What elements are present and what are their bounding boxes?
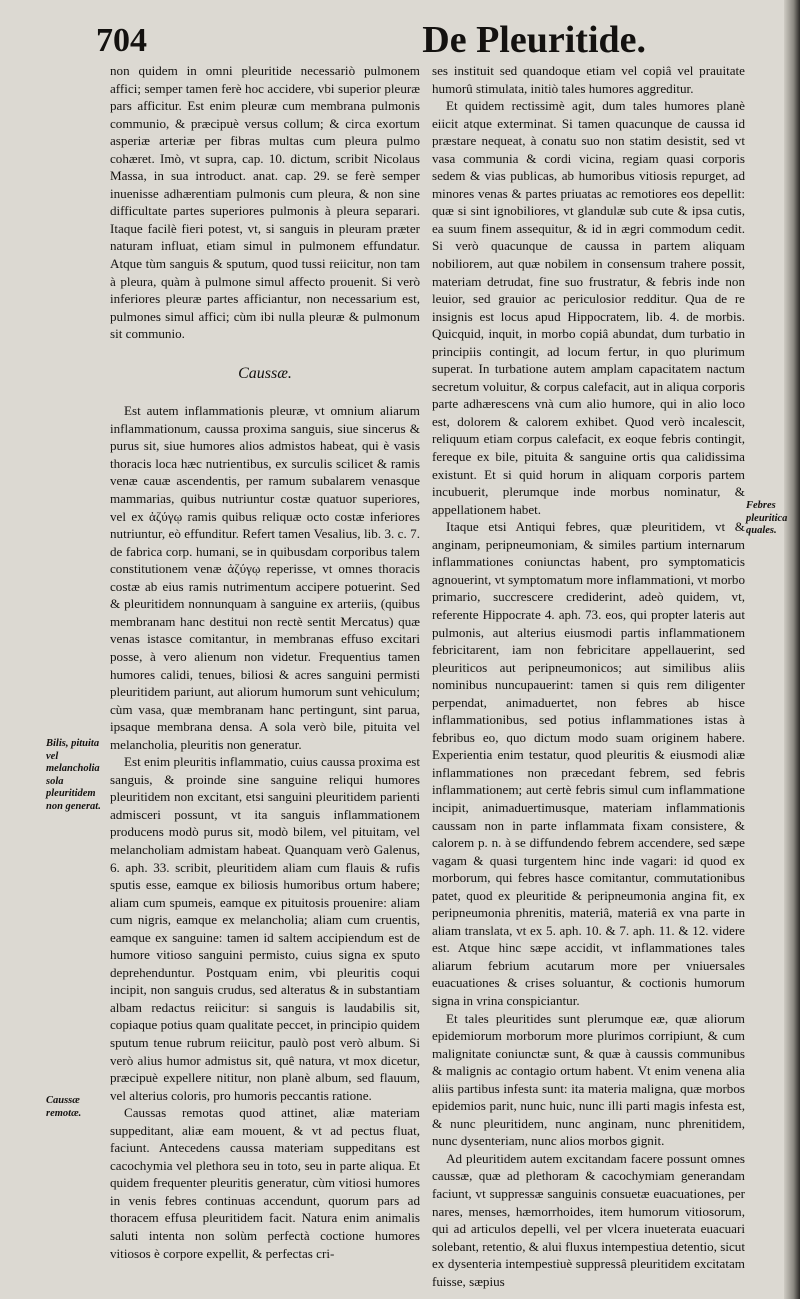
running-title: De Pleuritide. xyxy=(422,19,646,61)
paragraph: Et quidem rectissimè agit, dum tales humores planè eiicit atque exterminat. Si tamen quacunque de caussa id præstare nequeat, à conatu suo non statim desistit, sed vt vasa communia & cordi vicina, regiam quasi corporis sedem & vias publicas, ab humoribus vitiosis repurget, ad minores venas & partes priuatas ac remotiores eos depellit: quæ si sint ignobiliores, vt glandulæ sub cute & ipsa cutis, ea suum finem assequitur, & id in ægri commodum cedit. Si verò quacunque de caussa in partem aliquam nobiliorem, aut quæ nobilem in consensum trahere possit, materiam detrudat, fine suo frustratur, & febris inde non leuior, sed grauior ac periculosior redditur. Qua de re insignis est locus apud Hippocratem, lib. 4. de morbis. Quicquid, inquit, in morbo copiâ abundat, dum turbatio in principiis contingit, ad locum fertur, in quo plurimum superat. In turbatione autem amplam capacitatem nactum secretum voluitur, & corpus calefacit, aut in aliqua corporis parte adhærescens vnà cum alio humore, qui in alio loco est, dolorem & calorem exhibet. Quod verò incalescit, reliquum etiam corpus calefacit, ex eoque febris contingit, fereque ex bile, pituita & sanguine ortis qua calidissima existunt. Et si quid horum in aliquam corporis partem incubuerit, plerumque inde morbus nominatur, & appellationem habet. xyxy=(432,98,745,517)
right-column xyxy=(432,62,745,1290)
paragraph: Et tales pleuritides sunt plerumque eæ, quæ aliorum epidemiorum morborum more plurimos corripiunt, & cum malignitate coniunctæ sunt, & quæ à caussis communibus & malignis ac contagio ortum habent. Vt enim venena alia aliis partibus infesta sunt: ita materia maligna, quæ morbos epidemios parit, nunc huic, nunc illi parti magis infesta est, & nunc pleuritidem, nunc anginam, nunc phrenitidem, nunc dysenteriam, nunc alios morbos gignit. xyxy=(432,1010,745,1149)
paragraph: non quidem in omni pleuritide necessariò pulmonem affici; semper tamen ferè hoc accidere, vbi superior pleuræ pars afficitur. Est enim pleuræ cum membrana pulmonis communio, & præcipuè versus collum; & circa exortum asperiæ arteriæ per fibras multas cum pleura pulmo cohæret. Imò, vt supra, cap. 10. dictum, scribit Nicolaus Massa, in sua introduct. anat. cap. 29. se ferè semper inuenisse adhærentiam pulmonis cum pleura, & non sine difficultate partes superiores pulmonis à pleura separari. Itaque facilè fieri potest, vt, si sanguis in pleuram præter naturam influat, etiam simul in pulmonem effundatur. Atque tùm sanguis & sputum, quod tussi reiicitur, non tam à pleura, quàm à pulmone simul affecto prouenit. Si verò inferiores pleuræ partes afficiantur, non necessarium est, pulmones simul affici; cùm ibi nulla pleuræ & pulmonum sit communio. xyxy=(110,63,420,342)
page-number: 704 xyxy=(96,22,147,59)
paragraph: Ad pleuritidem autem excitandam facere possunt omnes caussæ, quæ ad plethoram & cacochymiam generandam faciunt, vt suppressæ sanguinis consuetæ euacuationes, per nares, menses, hæmorrhoides, item humorum vitiosorum, qui ad articulos depelli, vel per vlcera inueterata euacuari solebant, retentio, & alui fluxus intempestiua detentio, sicut ex dysenteria intempestiuè suppressâ pleuritidem excitatam fuisse, sæpius xyxy=(432,1150,745,1289)
margin-note: Caussæ remotæ. xyxy=(46,1095,82,1119)
section-heading: Caussæ. xyxy=(238,364,292,382)
margin-note: Bilis, pituita vel melancholia sola pleuritidem non generat. xyxy=(46,738,101,812)
page-gutter-shadow xyxy=(784,0,800,1299)
paragraph: Est enim pleuritis inflammatio, cuius caussa proxima est sanguis, & proinde sine sanguine reliqui humores pleuritidem non excitant, etsi sanguini pleuritidem parienti admisceri possunt, vt ita sanguis inflammationem producens modò purus sit, modò bilem, vel pituitam, vel melancholiam admistam habeat. Quanquam verò Galenus, 6. aph. 33. scribit, pleuritidem aliam cum flauis & rufis sputis esse, eamque ex biliosis humoribus ortum habere; aliam cum spumeis, eamque ex pituitosis prouenire: aliam cum nigris, eamque ex melancholia; aliam cum cruentis, eamque ex sanguine: tamen id saltem accipiendum est de humore vitioso sanguini permisto, cuius signa ex sputo deprehenduntur. Postquam enim, vbi pleuritis coqui incipit, non sanguis crudus, sed alteratus & in substantiam albam redactus reiicitur: si sanguis is laudabilis sit, copiaque potius quam qualitate peccet, in principio quidem sputum tenue rubrum reiicitur, paulò post verò album. Si verò alius humor admistus sit, quê natura, vt mox dicetur, præcipuè expellere nititur, non planè album, sed flauum, vel alterius coloris, pro humoris peccantis ratione. xyxy=(110,754,421,1103)
paragraph: ses instituit sed quandoque etiam vel copiâ vel prauitate humorû stimulata, initiò tales humores aggreditur. xyxy=(432,63,745,96)
paragraph: Caussas remotas quod attinet, aliæ materiam suppeditant, aliæ eam mouent, & vt ad pectus fluat, faciunt. Antecedens caussa materiam suppeditans est cacochymia vel plethora seu in toto, seu in parte aliqua. Et quidem frequenter pleuritis generatur, cùm vitiosi humores in venis febres continuas accendunt, quorum pars ad thoracem effusa pleuritidem facit. Natura enim animalis saluti intenta non solùm perfectà coctione humores vitiosos è corpore expellit, & perfectas cri- xyxy=(110,1105,420,1261)
margin-note: Febres pleuritica quales. xyxy=(746,500,788,536)
left-column xyxy=(110,62,420,1262)
paragraph: Est autem inflammationis pleuræ, vt omnium aliarum inflammationum, caussa proxima sanguis, siue sincerus & purus sit, siue humores alios admistos habeat, qui è vasis thoracis loca hæc nutrientibus, ex surculis scilicet & ramis venæ cauæ ascendentis, per ramum subalarem venasque mammarias, quibus nutriuntur costæ quatuor superiores, vel ex ἀζύγῳ ramis quibus reliquæ octo costæ inferiores nutriuntur, eò effunditur. Refert tamen Vesalius, lib. 3. c. 7. de fabrica corp. humani, se in quibusdam corporibus talem constitutionem venæ ἀζύγῳ reperisse, vt omnes thoracis costæ ab eius ramis nutrimentum accipere potuerint. Sed & pleuritidem nonnunquam à sanguine ex arteriis, (quibus membranam hanc destitui non rectè sentit Mercatus) quæ venas istasce comitantur, in membranas effuso excitari posse, à vero alienum non videtur. Frequentius tamen humores calidi, tenues, biliosi & acres sanguini permisti pleuritidem pariunt, aut aliorum humorum sunt vehiculum; cùm vasa, quæ membranam hanc pertingunt, sint parua, ipsaque membrana densa. A sola verò bile, pituita vel melancholia, pleuritis non generatur. xyxy=(110,403,420,752)
paragraph: Itaque etsi Antiqui febres, quæ pleuritidem, vt & anginam, peripneumoniam, & similes partium internarum inflammationes coniunctas habent, pro symptomaticis agnouerint, vt symptomatum more inflammationi, vt morbo primario, succrescere crediderint, adeò quidem, vt, referente Hippocrate 4. aph. 73. eos, qui propter lateris aut pulmonis, aut alterius eiusmodi partis inflammationem febricitarent, iam non febricitare appellauerint, sed pleuriticos aut peripneumonicos; aut similibus aliis nominibus nuncupauerint: tamen si quis rem diligenter perpendat, animaduertet, non febres ab hisce inflammationibus, sed potius inflammationes istas à febribus eo, quo dictum modo suam originem habere. Experientia enim testatur, quod pleuritis & eiusmodi aliæ inflammationes non præcedant febrem, sed febris inflammationem; aut certè febris simul cum inflammatione incipit, animaduertimusque, materiam inflammationis caussam non in parte inflammata fixam consistere, & calorem p. n. à se diffundendo febrem accendere, sed sæpe vagam & quasi turgentem hinc inde vagari: id quod ex morborum, qui febres hasce comitantur, commutationibus patet, quod ex pleuritide & peripneumonia angina fit, ex peripneumonia phrenitis, materiâ, materiâ ex vna parte in aliam translata, vt ex 5. aph. 10. & 7. aph. 11. & 12. videre est. Atque hinc sæpe accidit, vt inflammationes tales aliarum febrium acutarum more per vniuersales euacuationes & crises soluantur, & coctionis humorum signa in vrina conspiciantur. xyxy=(432,519,745,1008)
page-header xyxy=(96,18,746,68)
